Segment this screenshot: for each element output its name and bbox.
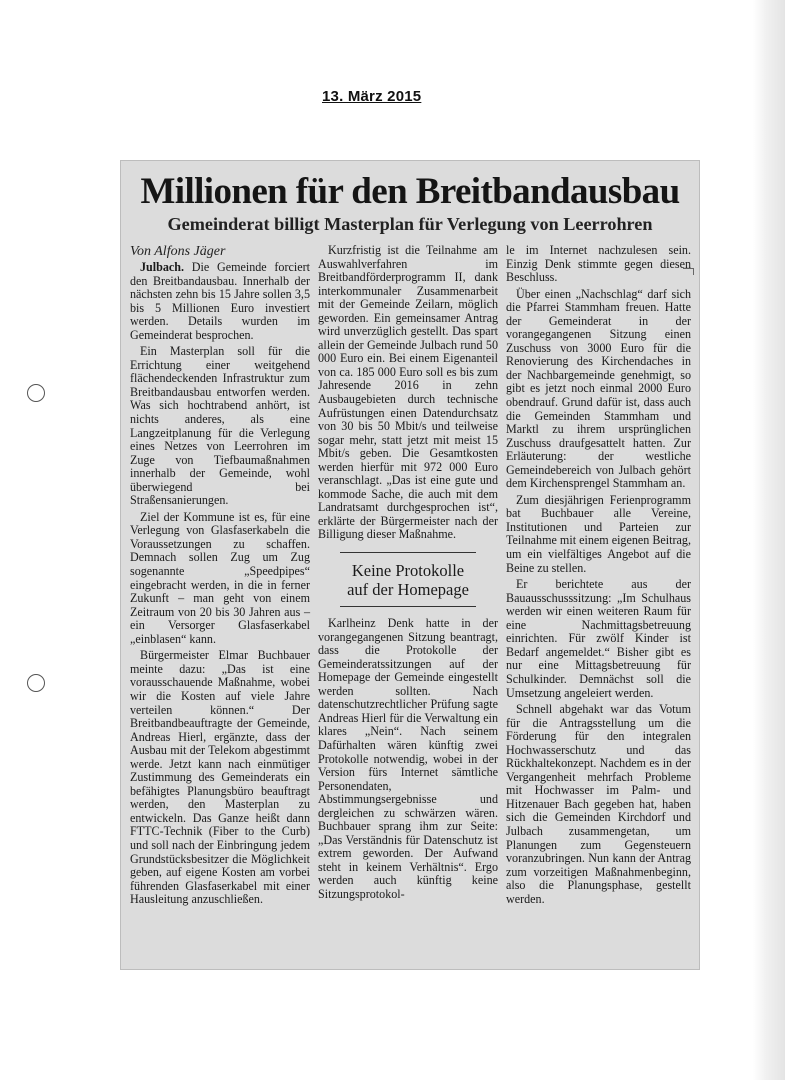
article-column-1 (130, 261, 310, 910)
article-column-3 (506, 244, 691, 909)
punch-hole-top (27, 384, 45, 402)
article-paragraph: Über einen „Nachschlag“ darf sich die Pfarrei Stammham freuen. Hatte der Gemeinderat in der vorangegangenen Sitzung einen Zuschuss von 3000 Euro für die Renovierung des Kirchendaches in der Nachbargemeinde genehmigt, so gibt es jetzt noch einmal 2000 Euro obendrauf. Grund dafür ist, dass auch die Gemeinden Stammham und Marktl zu ihrem ursprünglichen Zuschuss draufgesattelt hatten. Zur Erläuterung: der westliche Gemeindebereich von Julbach gehört dem Kirchensprengel Stammham an. (506, 286, 691, 491)
subheading-rule-top (340, 552, 476, 553)
subheading-rule-bottom (340, 606, 476, 607)
newspaper-clipping (120, 160, 700, 970)
article-subheadline: Gemeinderat billigt Masterplan für Verlegung von Leerrohren (167, 214, 653, 234)
article-column-2 (318, 244, 498, 905)
intermediate-subheading (318, 552, 498, 607)
subheading-line-2: auf der Homepage (347, 580, 469, 600)
article-paragraph: Zum diesjährigen Ferienprogramm bat Buchbauer alle Vereine, Institutionen und Parteien zur Teilnahme mit einem eigenen Beitrag, um ein vielfältiges Angebot auf die Beine zu stellen. (506, 492, 691, 575)
article-paragraph: Ziel der Kommune ist es, für eine Verlegung von Glasfaserkabeln die Voraussetzungen zu schaffen. Demnach sollen Zug um Zug sogenannte „Speedpipes“ eingebracht werden, in die in ferner Zukunft – man geht von einem Zeitraum von 20 bis 30 Jahren aus – ein Versorger Glasfaserkabel „einblasen“ kann. (130, 509, 310, 646)
date-label: 13. März 2015 (322, 88, 422, 105)
paragraph-text: Die Gemeinde forciert den Breitbandausbau. Innerhalb der nächsten zehn bis 15 Jahre sollen 3,5 bis 5 Millionen Euro investiert werden. Details wurden im Gemeinderat besprochen. (130, 260, 310, 342)
article-paragraph: Er berichtete aus der Bauausschusssitzung: „Im Schulhaus werden wir einen weiteren Raum für eine Nachmittagsbetreuung einrichten. Für zwölf Kinder ist Bedarf angemeldet.“ Bisher gibt es nur eine Mittagsbetreuung für Schulkinder. Demnächst soll die Umsetzung angeleiert werden. (506, 577, 691, 700)
article-paragraph: Kurzfristig ist die Teilnahme am Auswahlverfahren im Breitbandförderprogramm II, dank interkommunaler Zusammenarbeit mit der Gemeinde Zeilarn, möglich geworden. Ein gemeinsamer Antrag wird unverzüglich gestellt. Das spart allein der Gemeinde Julbach rund 50 000 Euro ein. Bei einem Eigenanteil von ca. 185 000 Euro soll es bis zum Jahresende 2016 in zehn Ausbaugebieten durch technische Aufrüstungen einen Datendurchsatz von 30 bis 50 Mbit/s und teilweise sogar mehr, statt jetzt mit meist 15 Mbit/s geben. Die Gesamtkosten werden hierfür mit 972 000 Euro veranschlagt. „Das ist eine gute und kommode Sache, die auch mit dem Landratsamt durchgesprochen ist“, erklärte der Bürgermeister nach der Billigung dieser Maßnahme. (318, 243, 498, 542)
article-paragraph: Bürgermeister Elmar Buchbauer meinte dazu: „Das ist eine vorausschauende Maßnahme, wobei wir die Kosten auf viele Jahre verteilen können.“ Der Breitbandbeauftragte der Gemeinde, Andreas Hierl, ergänzte, dass der Ausbau mit der Telekom abgestimmt werde. Jetzt kann nach einmütiger Zustimmung des Gemeinderats ein befähigtes Planungsbüro beauftragt werden, den Masterplan zu entwickeln. Das Ganze heißt dann FTTC-Technik (Fiber to the Curb) und soll nach der Einbringung jedem Grundstücksbesitzer die Möglichkeit geben, auf eigene Kosten am vorbei führenden Glasfaserkabel mit einer Hausleitung anzuschließen. (130, 648, 310, 907)
subheading-line-1: Keine Protokolle (351, 561, 465, 581)
article-byline: Von Alfons Jäger (130, 244, 226, 259)
article-paragraph: Ein Masterplan soll für die Errichtung einer weitgehend flächendeckenden Infrastruktur zum Breitbandausbau entworfen werden. Was sich hochtrabend anhört, ist nichts anderes, als eine Langzeitplanung für die Verlegung eines Netzes von Leerrohren im Zuge von Tiefbaumaßnahmen innerhalb der Gemeinde, wohl überwiegend bei Straßensanierungen. (130, 344, 310, 508)
article-paragraph (130, 261, 310, 342)
article-paragraph: le im Internet nachzulesen sein. Einzig Denk stimmte gegen diesen Beschluss. (506, 243, 691, 285)
article-paragraph: Karlheinz Denk hatte in der vorangegangenen Sitzung beantragt, dass die Protokolle der Gemeinderatssitzungen auf der Homepage der Gemeinde eingestellt werden sollten. Nach datenschutzrechtlicher Prüfung sagte Andreas Hierl für die Verwaltung ein klares „Nein“. Nach seinem Dafürhalten wären künftig zwei Protokolle notwendig, wobei in der Version fürs Internet sämtliche Personendaten, Abstimmungsergebnisse und dergleichen zu schwärzen wären. Buchbauer sprang ihm zur Seite: „Das Verständnis für Datenschutz ist extrem geworden. Der Aufwand steht in keinem Verhältnis“. Ergo werden auch künftig keine Sitzungsprotokol- (318, 616, 498, 901)
article-headline: Millionen für den Breitbandausbau (140, 171, 680, 212)
scanned-page-edge (753, 0, 785, 1080)
subheading-text (318, 561, 498, 599)
punch-hole-bottom (27, 674, 45, 692)
dateline-place: Julbach. (140, 260, 185, 274)
article-paragraph: Schnell abgehakt war das Votum für die Antragsstellung um die Förderung für den integralen Hochwasserschutz und das Rückhaltekonzept. Nachdem es in der Vergangenheit mehrfach Probleme mit Hochwasser im Palm- und Hitzenauer Bach gegeben hat, haben sich die Gemeinden Kirchdorf und Julbach zusammengetan, um Planungen zum Gegensteuern voranzubringen. Nun kann der Antrag zum vorzeitigen Maßnahmenbeginn, also die Planungsphase, gestellt werden. (506, 702, 691, 906)
